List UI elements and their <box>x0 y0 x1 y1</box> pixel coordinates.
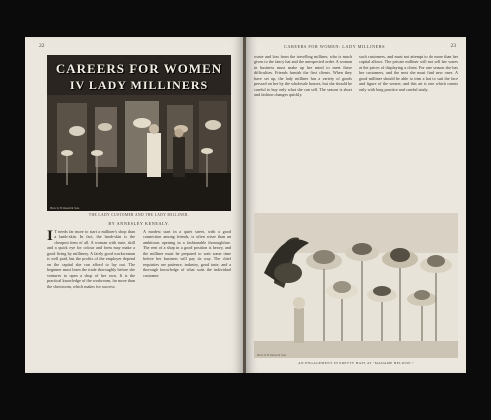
drop-cap: I <box>47 229 53 244</box>
article-column-3 <box>254 54 352 210</box>
hat-display-image <box>254 213 458 358</box>
page-number: 23 <box>450 43 456 49</box>
photo-caption: THE LADY CUSTOMER AND THE LADY MILLINER. <box>88 213 190 217</box>
article-column-1 <box>47 229 135 365</box>
hero-title-line1: CAREERS FOR WOMEN <box>55 61 223 76</box>
article-text: waste and loss from the travelling milliner, who is much given to the fancy hat and the unexpected order. A woman in business must make up her mind to meet these difficulties. Friends furnish the first clients. When they have set up, the lady milliner has a variety of goods pressed on her by the wholesale houses, but she should be careful to buy only what she can sell. The season is short and fashion changes quickly. <box>254 54 352 98</box>
article-text: A modest start in a quiet street, with a good connection among friends, is often wiser than an ambitious opening in a fashionable thoroughfare. The rent of a shop in a good position is heavy, and the milliner must be prepared to wait some time before her business will pay its way. The chief requisites are patience, industry, good taste, and a thorough knowledge of what suits the individual customer. <box>143 229 231 278</box>
byline: BY ANNESLEY KENEALY. <box>108 221 170 226</box>
article-column-4 <box>359 54 458 210</box>
photo-credit: Photo by H. Russell & Sons. <box>257 354 287 357</box>
article-text: T needs far more to start a milliner's shop than a lamb-skin. In fact, the lamb-skin is the cheapest item of all. A woman with taste, skill and a quick eye for colour and form may make a good living by millinery. A fairly good workwoman is well paid, but the profits of the employer depend on the capital she can afford to lay out. The beginner must learn the trade thoroughly before she ventures to open a shop of her own. It is the practical knowledge of the workroom, far more than the showroom, which makes for success. <box>47 229 135 289</box>
running-head: CAREERS FOR WOMEN: LADY MILLINERS <box>284 44 386 49</box>
article-text: such customers, and must not attempt to do more than her capital allows. The private milliner will not sell her wares at the prices of displaying a client. For one season she has her customers, and the next she must find new ones. A good milliner should be able to trim a hat to suit the face and figure of the wearer, and this art is one which comes only with long practice and careful study. <box>359 54 458 92</box>
right-page <box>246 37 466 373</box>
hero-title-line2: IV LADY MILLINERS <box>69 78 209 92</box>
photo-credit: Photo by H. Russell & Sons. <box>50 207 80 210</box>
page-number: 22 <box>39 43 45 49</box>
hero-photo <box>47 55 231 211</box>
article-column-2 <box>143 229 231 365</box>
left-page <box>25 37 243 373</box>
magazine-spread <box>25 37 466 373</box>
hat-display-photo <box>254 213 458 358</box>
photo-caption: AN ENGAGEMENT IN PRETTY HATS AT "MADAME HELOISE." <box>298 361 414 365</box>
